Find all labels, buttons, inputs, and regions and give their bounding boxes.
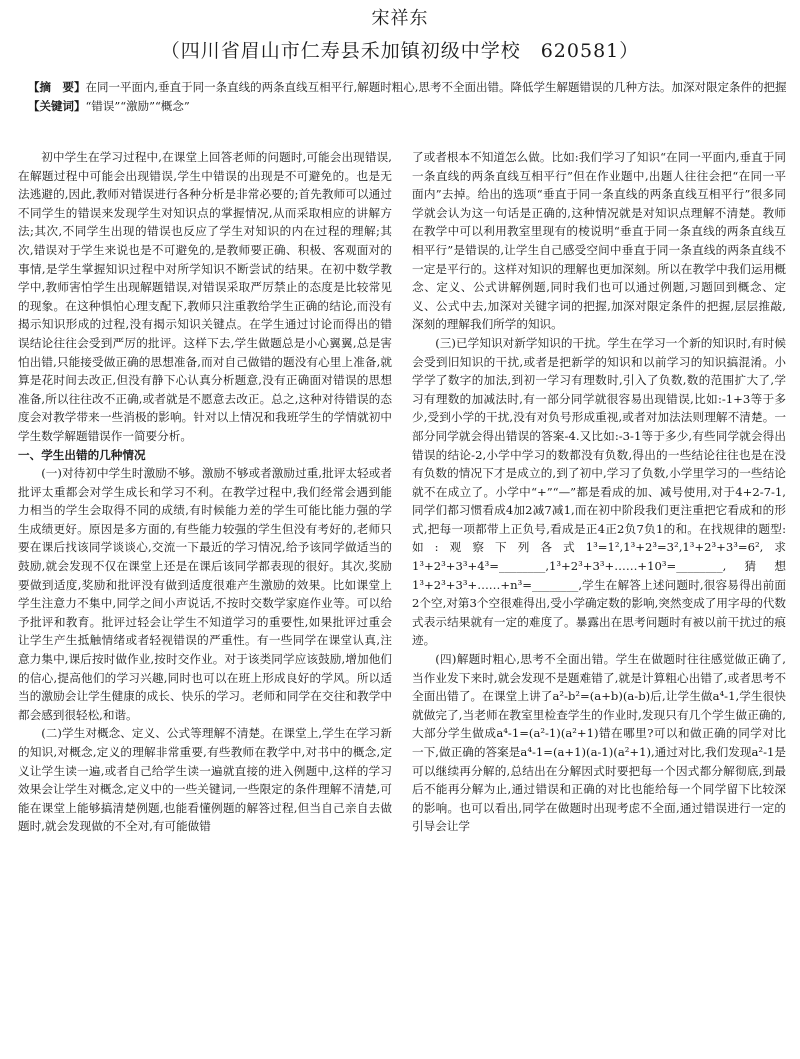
- body-paragraph-3: (三)已学知识对新学知识的干扰。学生在学习一个新的知识时,有时候会受到旧知识的干扰,或者是把新学的知识和以前学习的知识搞混淆。小学学了数字的加法,到初一学习有理数时,引入了负数,数的范围扩大了,学习有理数的加减法时,有一部分同学就很容易出现错误,比如:-1+3等于多少,受到小学的干扰,没有对负号形成重视,或者对加法法则理解不清楚。一部分同学就会得出错误的答案-4.又比如:-3-1等于多少,有些同学就会得出错误的结论-2,小学中学习的数都没有负数,得出的一些结论往往也是在没有负数的情况下才是成立的,到了初中,学习了负数,小学里学习的一些结论就不在成立了。小学中“+”“—”都是看成的加、减号使用,对于4+2-7-1,同学们都习惯看成4加2减7减1,而在初中阶段我们更注重把它看成和的形式,把每一项都带上正负号,看成是正4正2负7负1的和。在找规律的题型:如:观察下列各式1³=1²,1³+2³=3²,1³+2³+3³=6²,求1³+2³+3³+4³=________,1³+2³+3³+……+10³=________,猜想1³+2³+3³+……+n³=________,学生在解答上述问题时,很容易得出前面2个空,对第3个空很难得出,受小学确定数的影响,突然变成了用字母的代数式表示结果就有一定的难度了。暴露出在思考问题时有被以前干扰过的痕迹。: [412, 335, 786, 648]
- abstract-label: 【摘 要】: [28, 80, 86, 94]
- section-heading: 一、学生出错的几种情况: [18, 447, 146, 462]
- author-affiliation: （四川省眉山市仁寿县禾加镇初级中学校 620581）: [160, 40, 640, 62]
- abstract-paragraph: [18, 78, 788, 97]
- right-column: [412, 148, 786, 1056]
- author-name: 宋祥东: [371, 8, 429, 29]
- body-paragraph-4: (四)解题时粗心,思考不全面出错。学生在做题时往往感觉做正确了,当作业发下来时,就会发现不是题难错了,就是计算粗心出错了,或者思考不全面出错了。在课堂上讲了a²-b²=(a+b)(a-b)后,让学生做a⁴-1,学生很快就做完了,当老师在教室里检查学生的作业时,发现只有几个学生做正确的,大部分学生做成a⁴-1=(a²-1)(a²+1)错在哪里?可以和做正确的同学对比一下,做正确的答案是a⁴-1=(a+1)(a-1)(a²+1),通过对比,我们发现a²-1是可以继续再分解的,总结出在分解因式时要把每一个因式都分解彻底,到最后不能再分解为止,通过错误和正确的对比也能给每一个同学留下比较深的影响。也可以看出,同学在做题时出现考虑不全面,通过错误进行一定的引导会让学: [412, 652, 786, 834]
- abstract-text: 在同一平面内,垂直于同一条直线的两条直线互相平行,解题时粗心,思考不全面出错。降低学生解题错误的几种方法。加深对限定条件的把握: [85, 80, 787, 94]
- keywords-paragraph: [18, 97, 788, 116]
- abstract-section: [18, 78, 788, 116]
- intro-paragraph: 初中学生在学习过程中,在课堂上回答老师的问题时,可能会出现错误,在解题过程中可能会出现错误,学生中错误的出现是不可避免的。也是无法逃避的,因此,教师对错误进行各种分析是非常必要的;首先教师可以通过不同学生的错误来发现学生对知识点的掌握情况,从而采取相应的讲解方法;其次,不同学生出现的错误也反应了学生对知识的内在过程的理解;其次,错误对于学生来说也是不可避免的,是教师要正确、积极、客观面对的事情,是学生掌握知识过程中对所学知识不断尝试的结果。在初中数学教学中,教师害怕学生出现解题错误,对错误采取严厉禁止的态度是比较常见的现象。在这种惧怕心理支配下,教师只注重教给学生正确的结论,而没有揭示知识形成的过程,没有揭示知识关键点。在学生通过讨论而得出的错误结论往往会受到严厉的批评。这样下去,学生做题总是小心翼翼,总是害怕出错,只能接受做正确的思想准备,而对自己做错的题没有心里上准备,就算是花时间去改正,但没有静下心认真分析题意,没有正确面对错误的思想准备,所以往往改不正确,或者就是不愿意去改正。总之,这种对待错误的态度会对教学带来一些消极的影响。针对以上情况和我班学生的学情就初中学生数学解题错误作一简要分析。: [18, 150, 392, 443]
- keywords-text: “错误”“激励”“概念”: [85, 99, 190, 113]
- body-paragraph-2: (二)学生对概念、定义、公式等理解不清楚。在课堂上,学生在学习新的知识,对概念,定义的理解非常重要,有些教师在教学中,对书中的概念,定义让学生读一遍,或者自己给学生读一遍就直接的进入例题中,这样的学习效果会让学生对概念,定义中的一些关键词,一些限定的条件理解不清楚,可能在课堂上能够搞清楚例题,也能看懂例题的解答过程,但当自己亲自去做题时,就会发现做的不全对,有可能做错: [18, 726, 392, 834]
- body-paragraph-continued: 了或者根本不知道怎么做。比如:我们学习了知识“在同一平面内,垂直于同一条直线的两条直线互相平行”但在作业题中,出题人往往会把“在同一平面内”去掉。给出的选项“垂直于同一条直线的两条直线互相平行”很多同学就会认为这一句话是正确的,这种情况就是对知识点理解不清楚。教师在教学中可以利用教室里现有的棱说明“垂直于同一条直线的两条直线互相平行”是错误的,让学生自己感受空间中垂直于同一条直线的两条直线不一定是平行的。这样对知识的理解也更加深刻。所以在教学中我们运用概念、定义、公式讲解例题,同时我们也可以通过例题,习题回到概念、定义、公式中去,加深对关键字词的把握,加深对限定条件的把握,层层推敲,深刻的理解我们所学的知识。: [412, 150, 786, 332]
- body-paragraph-1: (一)对待初中学生时激励不够。激励不够或者激励过重,批评太轻或者批评太重都会对学生成长和学习不利。在教学过程中,我们经常会遇到能力相当的学生会取得不同的成绩,有时候能力差的学生可能比能力强的学生成绩更好。原因是多方面的,有些能力较强的学生但没有考好的,老师只要在课后找该同学谈谈心,交流一下最近的学习情况,给予该同学做适当的鼓励,就会发现不仅在课堂上还是在课后该同学都表现的很好。其次,奖励要做到适度,奖励和批评没有做到适度很难产生激励的效果。比如课堂上学生注意力不集中,同学之间小声说话,不按时交数学家庭作业等。可以给予批评和教育。批评过轻会让学生不知道学习的重要性,如果批评过重会让学生产生抵触情绪或者轻视错误的严重性。有一些同学在课堂认真,注意力集中,课后按时做作业,按时交作业。对于该类同学应该鼓励,增加他们的信心,提高他们的学习兴趣,同时也可以在班上形成良好的学风。所以适当的激励会让学生健康的成长、快乐的学习。老师和同学在交往和教学中都会感到很轻松,和谐。: [18, 466, 392, 722]
- left-column: [18, 148, 392, 1056]
- keywords-label: 【关键词】: [28, 99, 86, 113]
